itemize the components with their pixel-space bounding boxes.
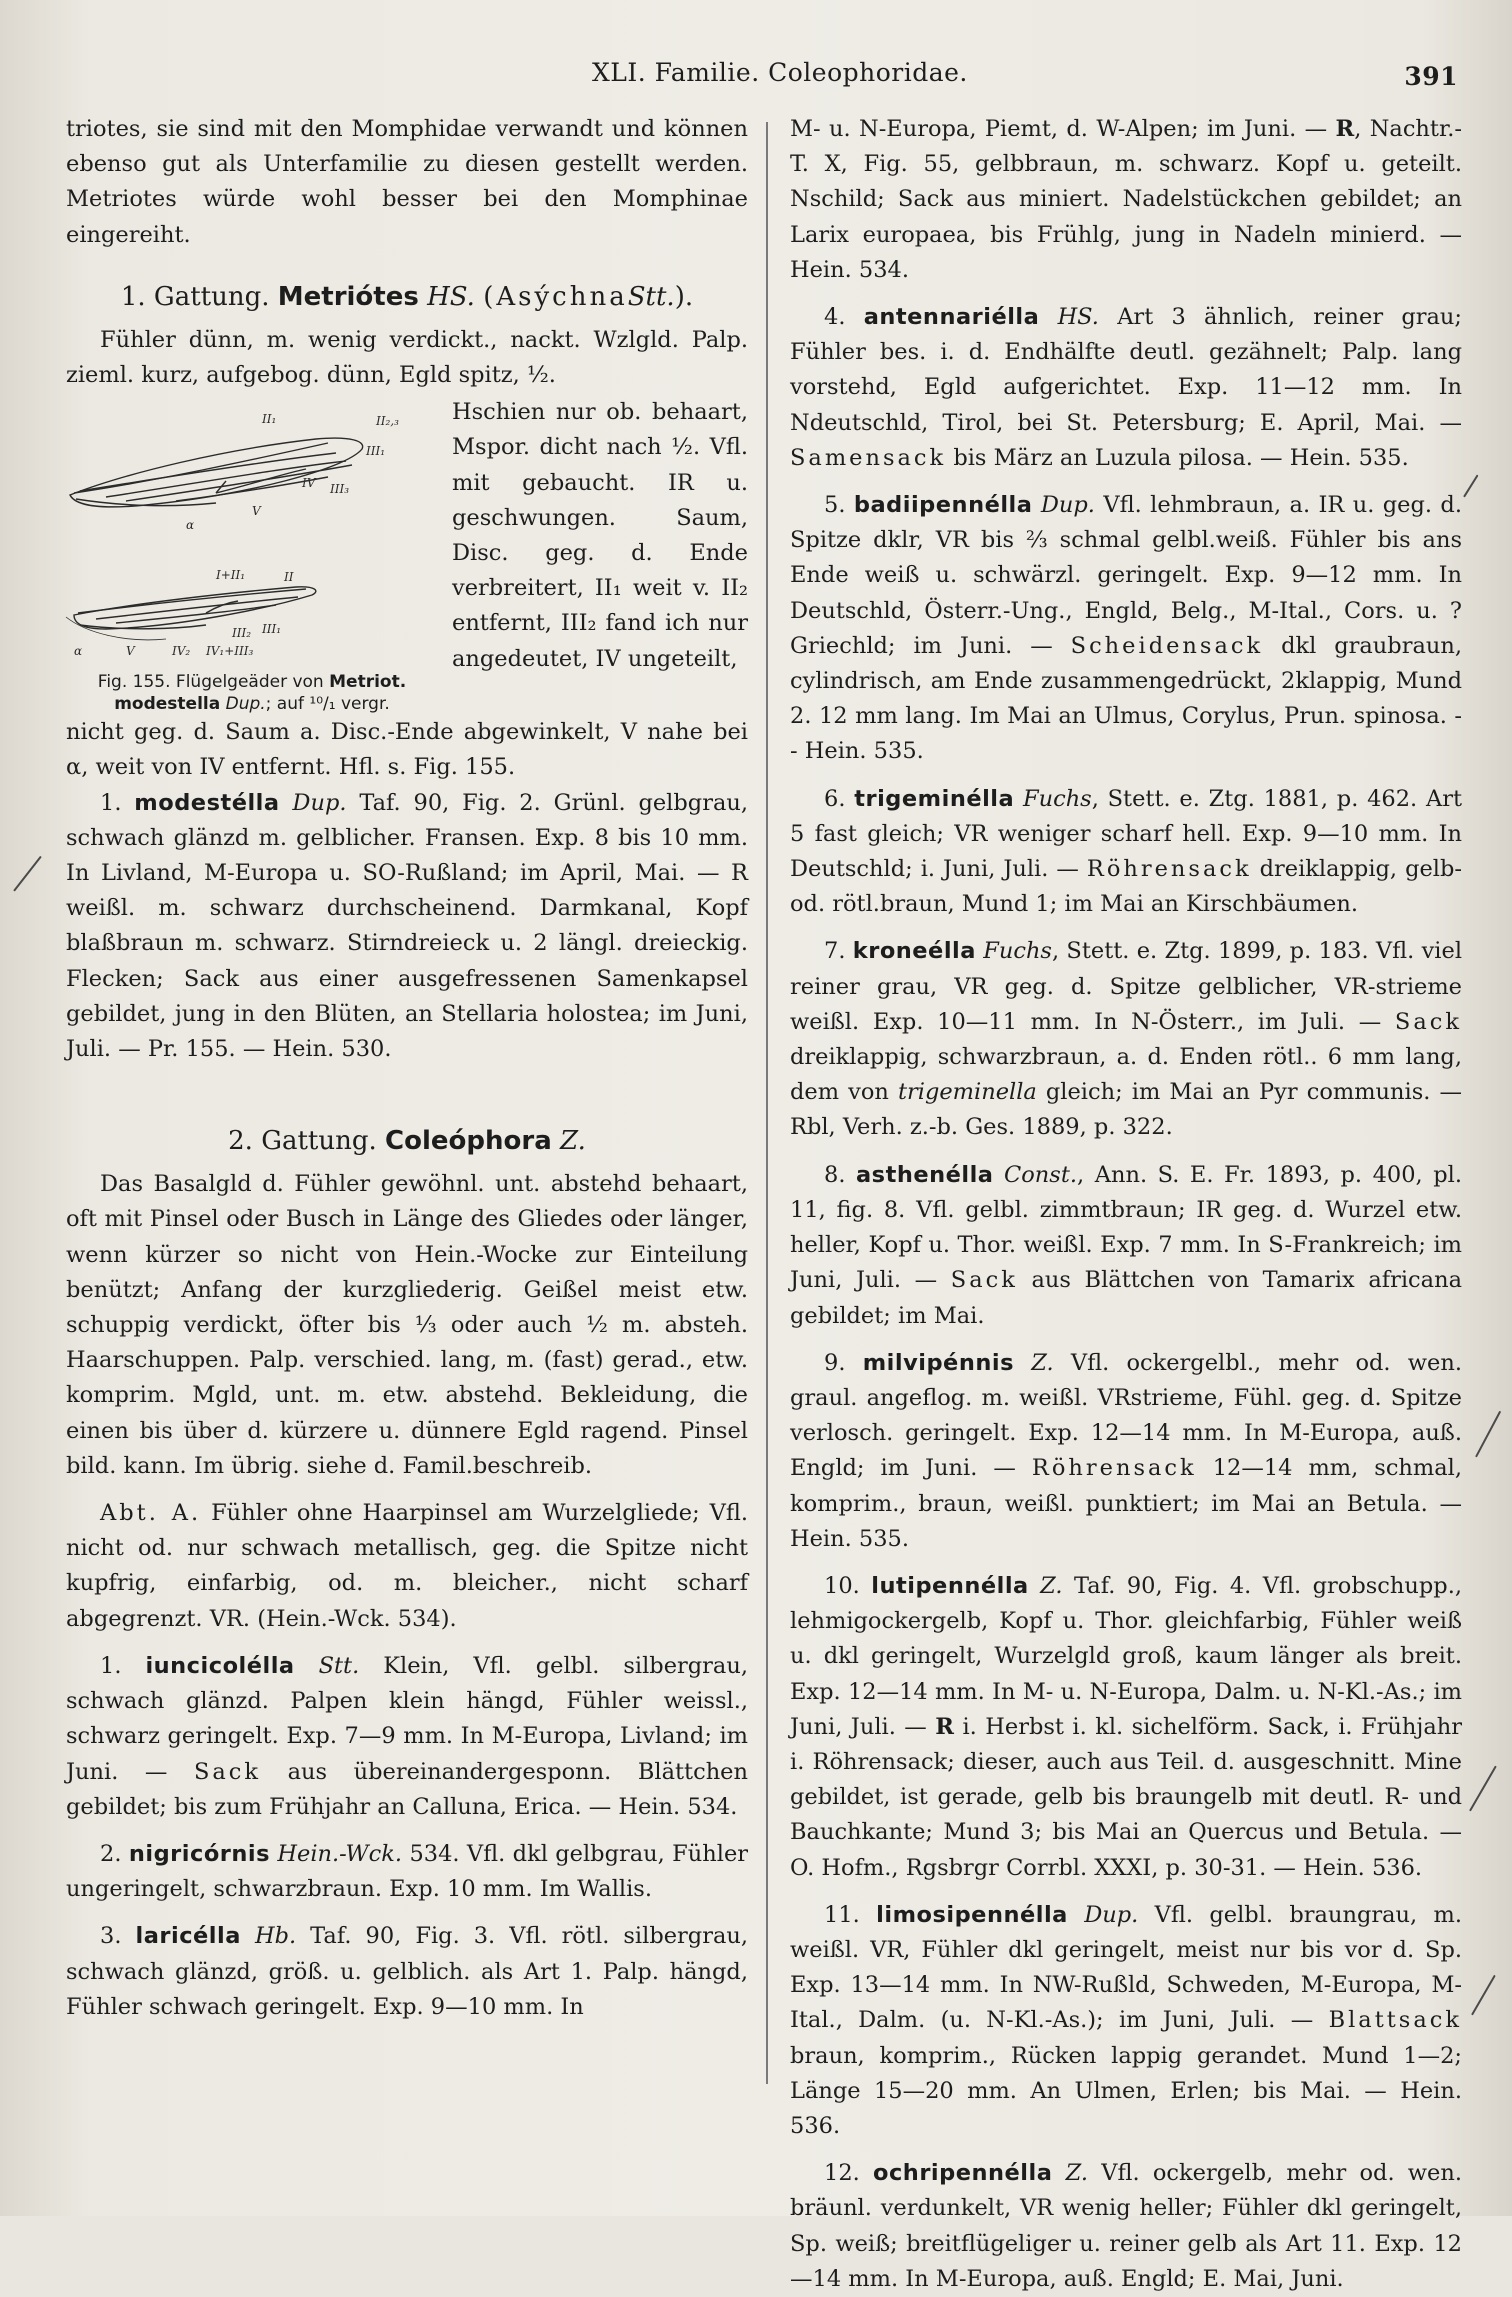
genus-name: Coleóphora (385, 1126, 552, 1157)
pencil-mark (1471, 1975, 1496, 2016)
fw-label: III₁ (366, 444, 386, 459)
intro-paragraph: triotes, sie sind mit den Momphidae verwandt und können ebenso gut als Unterfamilie zu diesen gestellt werden. Metriotes würde wohl besser bei den Momphinae eingereiht. (66, 116, 748, 248)
species-entry: 12. ochripennélla Z. Vfl. ockergelb, mehr od. wen. bräunl. verdunkelt, VR wenig heller; Fühler dkl geringelt, Sp. weiß; breitflügeliger u. reiner gelb als Art 11. Exp. 12—14 mm. In M-Europa, auß. Engld; E. Mai, Juni. (790, 2160, 1463, 2292)
species-entry: 1. iuncicolélla Stt. Klein, Vfl. gelbl. silbergrau, schwach glänzd. Palpen klein hängd, Fühler weissl., schwarz geringelt. Exp. 7—9 mm. In M-Europa, Livland; im Juni. — Sack aus übereinandergesponn. Blättchen gebildet; bis zum Frühjahr an Calluna, Erica. — Hein. 534. (66, 1652, 748, 1820)
species-name: ochripennélla (873, 2160, 1053, 2187)
species-name: antennariélla (863, 304, 1040, 331)
pencil-mark (1475, 1411, 1501, 1458)
page-number: 391 (1404, 62, 1458, 91)
figure-block (66, 395, 748, 715)
species-entry: 1. modestélla Dup. Taf. 90, Fig. 2. Grünl. gelbgrau, schwach glänzd m. gelblicher. Fransen. Exp. 8 bis 10 mm. In Livland, M-Europa u. SO-Rußland; im April, Mai. — R weißl. m. schwarz durchscheinend. Darmkanal, Kopf blaßbraun m. schwarz. Stirndreieck u. 2 längl. dreieckig. Flecken; Sack aus einer ausgefressenen Samenkapsel gebildet, jung in den Blüten, an Stellaria holostea; im Juni, Juli. — Pr. 155. — Hein. 530. (66, 789, 749, 1063)
genus-description-a: Fühler dünn, m. wenig verdickt., nackt. Wzlgld. Palp. zieml. kurz, aufgebog. dünn, Egld spitz, ½. (66, 326, 748, 389)
wing-venation-diagram (66, 403, 438, 667)
fw-label: II₁ (262, 412, 277, 427)
column-divider (766, 122, 768, 2084)
fw-label: II₂,₃ (376, 414, 399, 429)
species-entry: 6. trigeminélla Fuchs, Stett. e. Ztg. 1881, p. 462. Art 5 fast gleich; VR weniger scharf hell. Exp. 9—10 mm. In Deutschld; i. Juni, Juli. — Röhrensack dreiklappig, gelb- od. rötl.braun, Mund 1; im Mai an Kirschbäumen. (790, 785, 1462, 918)
species-entry: 2. nigricórnis Hein.-Wck. 534. Vfl. dkl gelbgrau, Fühler ungeringelt, schwarzbraun. Exp. 10 mm. Im Wallis. (66, 1840, 749, 1903)
hw-label: IV₁+III₃ (206, 644, 254, 659)
species-entry: 7. kroneélla Fuchs, Stett. e. Ztg. 1899, p. 183. Vfl. viel reiner grau, VR geg. d. Spitze gelblicher, VR-strieme weißl. Exp. 10—11 mm. In N-Österr., im Juli. — Sack dreiklappig, schwarzbraun, a. d. Enden rötl.. 6 mm lang, dem von trigeminella gleich; im Mai an Pyr communis. — Rbl, Verh. z.-b. Ges. 1889, p. 322. (790, 938, 1463, 1141)
species-entry: 9. milvipénnis Z. Vfl. ockergelbl., mehr od. wen. graul. angeflog. m. weißl. VRstrieme, Fühl. geg. d. Spitze verlosch. geringelt. Exp. 12—14 mm. In M-Europa, auß. Engld; im Juni. — Röhrensack 12—14 mm, schmal, komprim., braun, weißl. punktiert; im Mai an Betula. — Hein. 535. (790, 1349, 1463, 1552)
section-a: Abt. A. Fühler ohne Haarpinsel am Wurzelgliede; Vfl. nicht od. nur schwach metallisch, geg. die Spitze nicht kupfrig, einfarbig, od. m. bleicher., nicht scharf abgegrenzt. VR. (Hein.-Wck. 534). (66, 1500, 749, 1632)
hw-label: V (126, 644, 135, 659)
genus-description-c: nicht geg. d. Saum a. Disc.-Ende abgewinkelt, V nahe bei α, weit von IV entfernt. Hfl. s. Fig. 155. (66, 719, 748, 781)
species-entry: 11. limosipennélla Dup. Vfl. gelbl. braungrau, m. weißl. VR, Fühler dkl geringelt, meist nur bis vor d. Sp. Exp. 13—14 mm. In NW-Rußld, Schweden, M-Europa, M-Ital., Dalm. (u. N-Kl.-As.); im Juni, Juli. — Blattsack braun, komprim., Rücken lappig gerandet. Mund 1—2; Länge 15—20 mm. An Ulmen, Erlen; bis Mai. — Hein. 536. (790, 1901, 1462, 2139)
figure-caption: Fig. 155. Flügelgeäder von Metriot. modestella Dup.; auf ¹⁰/₁ vergr. (97, 672, 407, 715)
species-name: modestélla (134, 789, 280, 816)
species-name: trigeminélla (854, 785, 1015, 812)
figure-155 (66, 395, 438, 715)
species-entry: 5. badiipennélla Dup. Vfl. lehmbraun, a. IR u. geg. d. Spitze dklr, VR bis ⅔ schmal gelbl.weiß. Fühler bis ans Ende weiß u. schwärzl. geringelt. Exp. 9—12 mm. In Deutschld, Österr.-Ung., Engld, Belg., M-Ital., Cors. u. ? Griechld; im Juni. — Scheidensack dkl graubraun, cylindrisch, am Ende zusammengedrückt, 2klappig, Mund 2. 12 mm lang. Im Mai an Ulmus, Corylus, Prun. spinosa. -- Hein. 535. (790, 492, 1463, 765)
genus-description-b: Hschien nur ob. behaart, Mspor. dicht nach ½. Vfl. mit gebaucht. IR u. geschwungen. Saum, Disc. geg. d. Ende verbreitert, II₁ weit v. II₂ entfernt, III₂ fand ich nur angedeutet, IV ungeteilt, (452, 399, 748, 672)
hw-label: IV₂ (172, 644, 191, 659)
species-name: limosipennélla (876, 1901, 1068, 1928)
continued-entry: M- u. N-Europa, Piemt, d. W-Alpen; im Juni. — R, Nachtr.-T. X, Fig. 55, gelbbraun, m. schwarz. Kopf u. geteilt. Nschild; Sack aus miniert. Nadelstückchen gebildet; an Larix europaea, bis Frühlg, jung in Nadeln minierd. — Hein. 534. (790, 116, 1462, 283)
right-column (790, 112, 1462, 2297)
fw-label: α (186, 518, 195, 533)
fw-label: III₃ (330, 482, 350, 497)
genus-name: Metriótes (277, 281, 419, 312)
figure-side-text (452, 395, 748, 715)
fw-label: IV (302, 476, 316, 491)
species-name: asthenélla (856, 1161, 994, 1188)
species-name: badiipennélla (853, 492, 1033, 519)
pencil-mark (1463, 474, 1479, 497)
fw-label: V (252, 504, 261, 519)
species-name: nigricórnis (128, 1840, 271, 1867)
species-entry: 10. lutipennélla Z. Taf. 90, Fig. 4. Vfl. grobschupp., lehmigockergelb, Kopf u. Thor. gleichfarbig, Fühler weiß u. dkl geringelt, Wurzelgld groß, kaum länger als breit. Exp. 12—14 mm. In M- u. N-Europa, Dalm. u. N-Kl.-As.; im Juni, Juli. — R i. Herbst i. kl. sichelförm. Sack, i. Frühjahr i. Röhrensack; dieser, auch aus Teil. d. ausgeschnitt. Mine gebildet, ist gerade, gelb bis braungelb mit deutl. R- und Bauchkante; Mund 3; bis Mai an Quercus und Betula. — O. Hofm., Rgsbrgr Corrbl. XXXI, p. 30-31. — Hein. 536. (790, 1572, 1463, 1881)
species-entry: 4. antennariélla HS. Art 3 ähnlich, reiner grau; Fühler bes. i. d. Endhälfte deutl. gezähnelt; Palp. lang vorstehd, Egld aufgerichtet. Exp. 11—12 mm. In Ndeutschld, Tirol, bei St. Petersburg; E. April, Mai. — Samensack bis März an Luzula pilosa. — Hein. 535. (790, 304, 1462, 471)
pencil-mark (1469, 1766, 1497, 1812)
species-entry: 8. asthenélla Const., Ann. S. E. Fr. 1893, p. 400, pl. 11, fig. 8. Vfl. gelbl. zimmtbraun; IR geg. d. Wurzel etw. heller, Kopf u. Thor. weißl. Exp. 7 mm. In S-Frankreich; im Juni, Juli. — Sack aus Blättchen von Tamarix africana gebildet; im Mai. (790, 1161, 1462, 1329)
genus-heading-coleophora: 2. Gattung. Coleóphora Z. (228, 1126, 586, 1157)
genus-description: Das Basalgld d. Fühler gewöhnl. unt. abstehd behaart, oft mit Pinsel oder Busch in Länge des Gliedes oder länger, wenn kürzer so nicht von Hein.-Wocke zur Einteilung benützt; Anfang der kurzgliederig. Geißel meist etw. schuppig verdickt, öfter bis ⅓ oder auch ½ m. absteh. Haarschuppen. Palp. verschied. lang, m. (fast) gerad., etw. komprim. Mgld, unt. m. etw. abstehd. Bekleidung, die einen bis über d. kürzere u. dünnere Egld ragend. Pinsel bild. kann. Im übrig. siehe d. Famil.beschreib. (66, 1171, 748, 1479)
page-header (560, 52, 1460, 102)
hw-label: I+II₁ (216, 568, 246, 583)
running-title: XLI. Familie. Coleophoridae. (592, 58, 968, 87)
hw-label: II (284, 570, 294, 585)
hw-label: III₁ (262, 622, 282, 637)
genus-heading-metriotes: 1. Gattung. Metriótes HS. (AsýchnaStt.). (120, 281, 694, 312)
hw-label: III₂ (232, 626, 252, 641)
pencil-mark (13, 856, 42, 892)
species-name: lutipennélla (871, 1572, 1029, 1599)
hw-label: α (74, 644, 83, 659)
left-column (66, 112, 748, 2025)
species-name: iuncicolélla (145, 1652, 295, 1679)
species-name: kroneélla (852, 938, 976, 965)
species-name: laricélla (135, 1923, 241, 1950)
species-entry: 3. laricélla Hb. Taf. 90, Fig. 3. Vfl. rötl. silbergrau, schwach glänzd, größ. u. gelblich. als Art 1. Palp. hängd, Fühler schwach geringelt. Exp. 9—10 mm. In (66, 1923, 749, 2020)
species-name: milvipénnis (862, 1349, 1014, 1376)
